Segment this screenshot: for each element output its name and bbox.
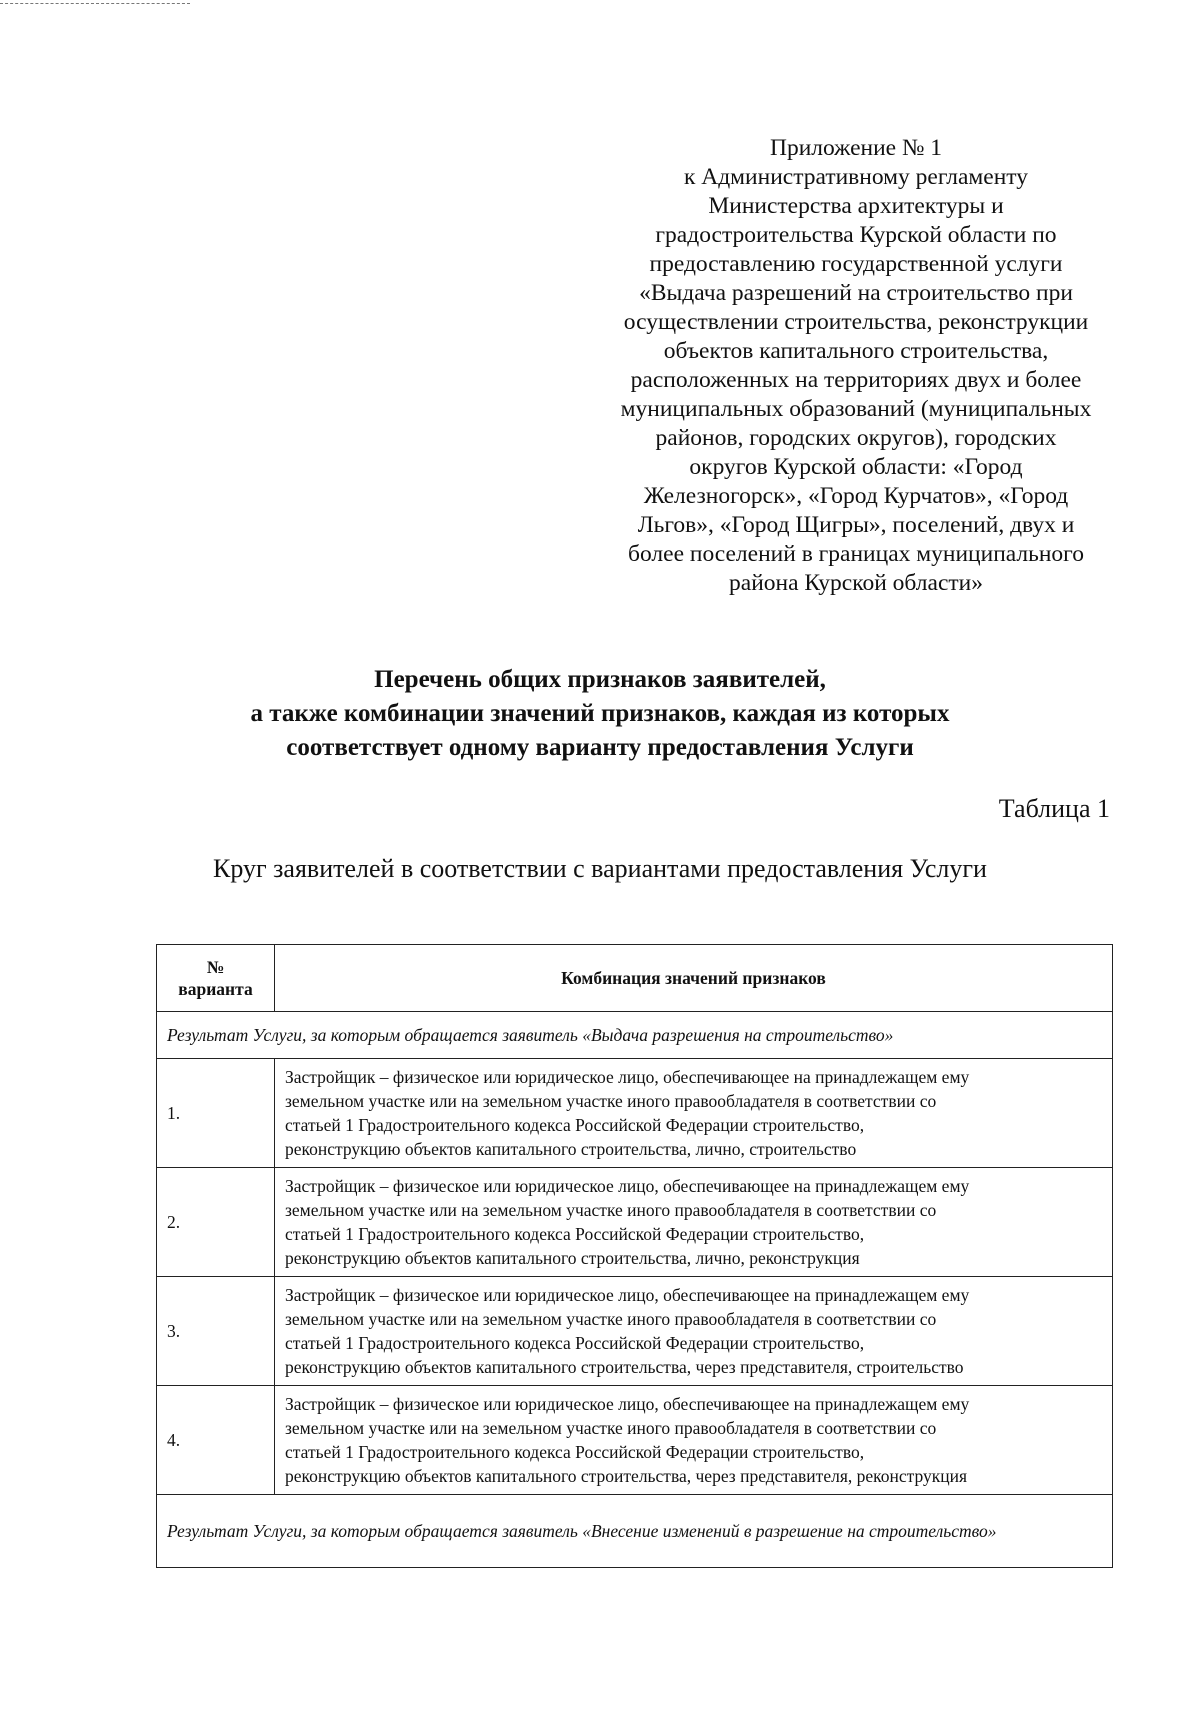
description-line: Застройщик – физическое или юридическое лицо, обеспечивающее на принадлежащем ему xyxy=(285,1067,970,1087)
table-row xyxy=(157,1168,1113,1277)
description-line: земельном участке или на земельном участке иного правообладателя в соответствии со xyxy=(285,1309,937,1329)
heading-line: а также комбинации значений признаков, каждая из которых xyxy=(250,700,950,727)
scan-artifact-line xyxy=(0,3,190,6)
appendix-line: к Административному регламенту xyxy=(683,164,1029,190)
heading-line: соответствует одному варианту предоставления Услуги xyxy=(286,734,914,761)
description-line: Застройщик – физическое или юридическое лицо, обеспечивающее на принадлежащем ему xyxy=(285,1394,970,1414)
appendix-line: муниципальных образований (муниципальных xyxy=(620,396,1092,422)
appendix-line: осуществлении строительства, реконструкции xyxy=(623,309,1089,335)
description-line: Застройщик – физическое или юридическое лицо, обеспечивающее на принадлежащем ему xyxy=(285,1285,970,1305)
table-header-row xyxy=(157,945,1113,1012)
appendix-line: объектов капитального строительства, xyxy=(663,338,1049,364)
appendix-line: Министерства архитектуры и xyxy=(708,193,1004,219)
description-line: реконструкцию объектов капитального строительства, лично, строительство xyxy=(285,1139,857,1159)
variant-number: 3. xyxy=(157,1277,275,1386)
variant-description xyxy=(275,1277,1113,1386)
appendix-line: предоставлению государственной услуги xyxy=(649,251,1063,277)
header-variant-label: варианта xyxy=(178,979,253,999)
applicants-table xyxy=(156,944,1113,1568)
header-variant-number xyxy=(157,945,275,1012)
description-line: Застройщик – физическое или юридическое лицо, обеспечивающее на принадлежащем ему xyxy=(285,1176,970,1196)
appendix-line: Льгов», «Город Щигры», поселений, двух и xyxy=(637,512,1075,538)
table-row xyxy=(157,1277,1113,1386)
header-number-sign: № xyxy=(206,957,225,977)
appendix-line: Приложение № 1 xyxy=(769,135,943,161)
description-line: земельном участке или на земельном участке иного правообладателя в соответствии со xyxy=(285,1091,937,1111)
appendix-line: Железногорск», «Город Курчатов», «Город xyxy=(643,483,1069,509)
description-line: реконструкцию объектов капитального строительства, лично, реконструкция xyxy=(285,1248,860,1268)
appendix-line: округов Курской области: «Город xyxy=(689,454,1023,480)
section-row xyxy=(157,1012,1113,1059)
header-combination: Комбинация значений признаков xyxy=(275,945,1113,1012)
variant-number: 4. xyxy=(157,1386,275,1495)
description-line: статьей 1 Градостроительного кодекса Российской Федерации строительство, xyxy=(285,1333,865,1353)
description-line: земельном участке или на земельном участке иного правообладателя в соответствии со xyxy=(285,1200,937,1220)
variant-description xyxy=(275,1386,1113,1495)
variant-description xyxy=(275,1059,1113,1168)
description-line: земельном участке или на земельном участке иного правообладателя в соответствии со xyxy=(285,1418,937,1438)
appendix-note xyxy=(596,134,1116,598)
table-label: Таблица 1 xyxy=(998,794,1110,823)
table-row xyxy=(157,1386,1113,1495)
appendix-line: более поселений в границах муниципального xyxy=(628,541,1084,567)
heading-line: Перечень общих признаков заявителей, xyxy=(374,666,826,693)
table-title: Круг заявителей в соответствии с вариантами предоставления Услуги xyxy=(213,854,987,883)
description-line: статьей 1 Градостроительного кодекса Российской Федерации строительство, xyxy=(285,1442,865,1462)
description-line: реконструкцию объектов капитального строительства, через представителя, строительство xyxy=(285,1357,964,1377)
appendix-line: расположенных на территориях двух и более xyxy=(630,367,1082,393)
appendix-line: градостроительства Курской области по xyxy=(655,222,1057,248)
description-line: статьей 1 Градостроительного кодекса Российской Федерации строительство, xyxy=(285,1115,865,1135)
table-row xyxy=(157,1059,1113,1168)
section-row xyxy=(157,1495,1113,1568)
variant-number: 2. xyxy=(157,1168,275,1277)
appendix-line: района Курской области» xyxy=(729,570,983,596)
description-line: статьей 1 Градостроительного кодекса Российской Федерации строительство, xyxy=(285,1224,865,1244)
description-line: реконструкцию объектов капитального строительства, через представителя, реконструкция xyxy=(285,1466,968,1486)
section-result-amend: Результат Услуги, за которым обращается заявитель «Внесение изменений в разрешение на строительство» xyxy=(157,1495,1113,1568)
appendix-line: районов, городских округов), городских xyxy=(655,425,1057,451)
document-heading xyxy=(0,663,1200,765)
section-result-issue: Результат Услуги, за которым обращается заявитель «Выдача разрешения на строительство» xyxy=(157,1012,1113,1059)
variant-number: 1. xyxy=(157,1059,275,1168)
variant-description xyxy=(275,1168,1113,1277)
appendix-line: «Выдача разрешений на строительство при xyxy=(639,280,1073,306)
